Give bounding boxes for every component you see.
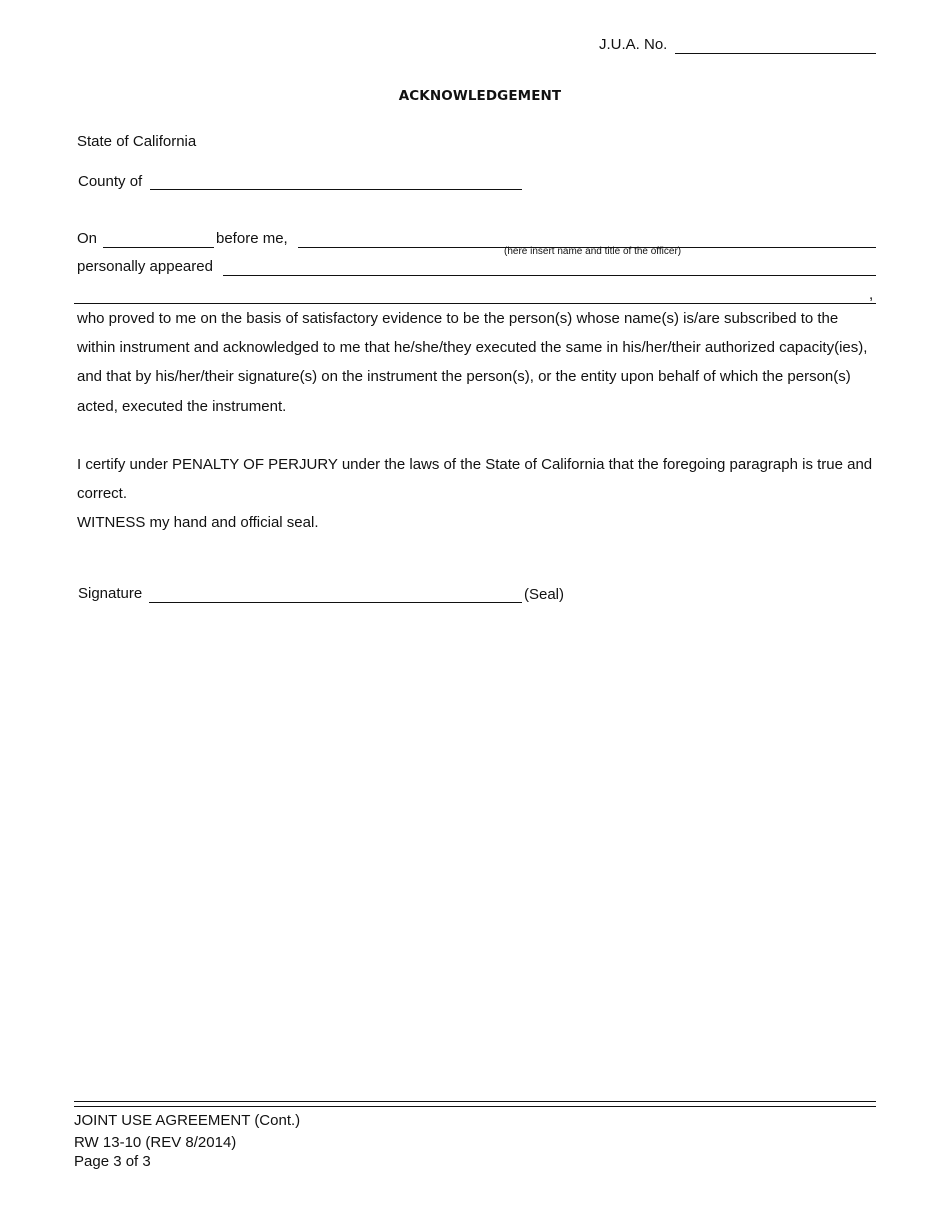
signature-field[interactable]: [149, 602, 522, 603]
perjury-paragraph: I certify under PENALTY OF PERJURY under the laws of the State of California that the foregoing paragraph is true and correct.: [77, 456, 873, 503]
signature-label: Signature: [78, 585, 143, 602]
footer-divider-top: [74, 1101, 876, 1102]
footer-divider-bottom: [74, 1106, 876, 1107]
county-label: County of: [78, 173, 143, 190]
state-text: State of California: [77, 133, 197, 150]
county-field[interactable]: [150, 189, 522, 190]
footer-form-title: JOINT USE AGREEMENT (Cont.): [74, 1112, 301, 1129]
jua-number-field[interactable]: [675, 53, 876, 54]
before-me-label: before me,: [216, 230, 288, 247]
acknowledgement-paragraph: who proved to me on the basis of satisfactory evidence to be the person(s) whose name(s) is/are subscribed to the within instrument and acknowledged to me that he/she/they executed the same in his/her/their authorized capacity(ies), and that by his/her/their signature(s) on the instrument the person(s), or the entity upon behalf of which the person(s) acted, executed the instrument.: [77, 310, 868, 415]
footer-form-number: RW 13-10 (REV 8/2014): [74, 1134, 237, 1151]
personally-appeared-field[interactable]: [223, 275, 876, 276]
date-field[interactable]: [103, 247, 214, 248]
footer-page-number: Page 3 of 3: [74, 1153, 151, 1170]
witness-text: WITNESS my hand and official seal.: [77, 514, 319, 531]
on-label: On: [77, 230, 98, 247]
personally-appeared-label: personally appeared: [77, 258, 213, 275]
seal-label: (Seal): [524, 586, 565, 603]
page-title: ACKNOWLEDGEMENT: [398, 88, 562, 104]
trailing-comma: ,: [869, 286, 874, 303]
jua-number-label: J.U.A. No.: [599, 36, 668, 53]
officer-caption: (here insert name and title of the officer): [504, 246, 682, 257]
